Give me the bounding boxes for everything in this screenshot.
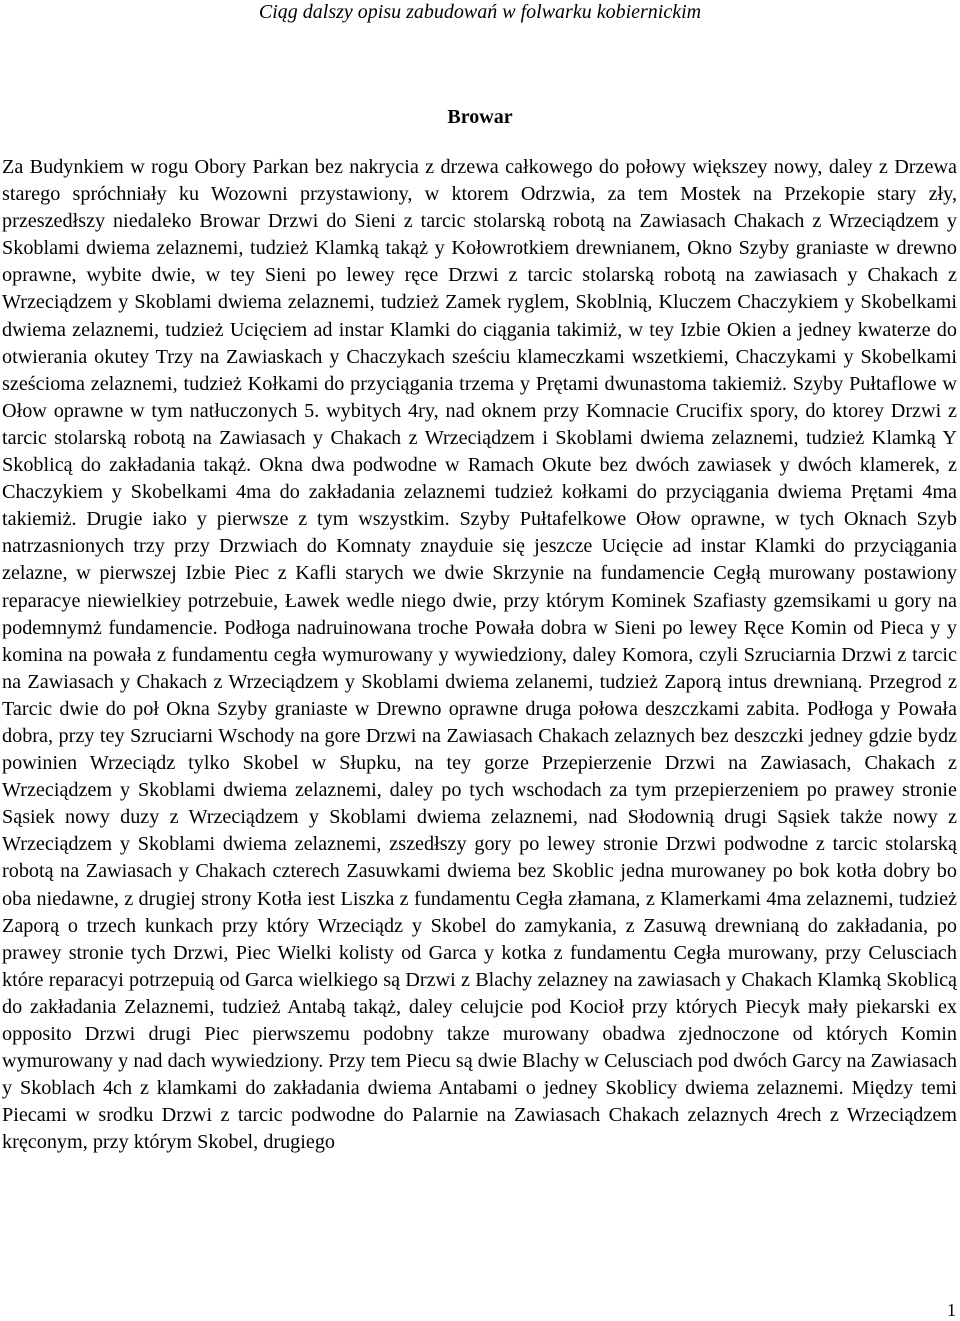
section-heading: Browar [447,106,513,128]
page-number: 1 [947,1300,956,1320]
page-title: Ciąg dalszy opisu zabudowań w folwarku kobiernickim [258,1,702,23]
body-paragraph: Za Budynkiem w rogu Obory Parkan bez nakrycia z drzewa całkowego do połowy większey nowy, daley z Drzewa starego spróchniały ku Wozowni przystawiony, w ktorem Odrzwia, za tem Mostek na Przekopie stary zły, przeszedłszy niedaleko Browar Drzwi do Sieni z tarcic stolarską robotą na Zawiasach Chakach z Wrzeciądzem y Skoblami dwiema zelaznemi, tudzież Klamką takąż y Kołowrotkiem drewnianem, Okno Szyby graniaste w drewno oprawne, wybite dwie, w tey Sieni po lewey ręce Drzwi z tarcic stolarską robotą na zawiasach y Chakach z Wrzeciądzem y Skoblami dwiema zelaznemi, tudzież Zamek ryglem, Skoblnią, Kluczem Chaczykiem y Skobelkami dwiema zelaznemi, tudzież Ucięciem ad instar Klamki do ciągania takimiż, w tey Izbie Okien a jedney kwaterze do otwierania okutey Trzy na Zawiaskach y Chaczykach sześciu klameczkami wszetkiemi, Chaczykami y Skobelkami sześcioma zelaznemi, tudzież Kołkami do przyciągania trzema y Prętami dwunastoma takiemiż. Szyby Pułtaflowe w Ołow oprawne w tym natłuczonych 5. wybitych 4ry, nad oknem przy Komnacie Crucifix spory, do ktorey Drzwi z tarcic stolarską robotą na Zawiasach y Chakach z Wrzeciądzem i Skoblami dwiema zelaznemi, tudzież Klamką Y Skoblicą do zakładania takąż. Okna dwa podwodne w Ramach Okute bez dwóch zawiasek y dwóch klamerek, z Chaczykiem y Skobelkami 4ma do zakładania zelaznemi tudzież kołkami do przyciągania dwiema Prętami 4ma takiemiż. Drugie iako y pierwsze z tym wszystkim. Szyby Pułtafelkowe Ołow oprawne, w tych Oknach Szyb natrzasnionych trzy przy Drzwiach do Komnaty znayduie się jeszcze Ucięcie ad instar Klamki do przyciągania zelazne, w pierwszej Izbie Piec z Kafli starych we dwie Skrzynie na fundamencie Cegłą murowany postawiony reparacye niewielkiey potrzebuie, Ławek wedle niego dwie, przy którym Kominek Szafiasty gzemsikami u gory na podemnymż fundamencie. Podłoga nadruinowana troche Powała dobra w Sieni po lewey Ręce Komin od Pieca y y komina na powała z fundamentu cegła wymurowany y wywiedziony, daley Komora, czyli Szruciarnia Drzwi z tarcic na Zawiasach y Chakach z Wrzeciądzem y Skoblami dwiema zelanemi, tudzież Zaporą intus drewnianą. Przegrod z Tarcic dwie do poł Okna Szyby graniaste w Drewno oprawne druga połowa deszczkami zabita. Podłoga y Powała dobra, przy tey Szruciarni Wschody na gore Drzwi na Zawiasach Chakach zelaznych bez deszczki jedney gdzie bydz powinien Wrzeciądz tylko Skobel w Słupku, na tey gorze Przepierzenie Drzwi na Zawiasach, Chakach z Wrzeciądzem y Skoblami dwiema zelaznemi, daley po tych wschodach za tym przepierzeniem po prawey stronie Sąsiek nowy duzy z Wrzeciądzem y Skoblami dwiema zelaznemi, nad Słodownią drugi Sąsiek także nowy z Wrzeciądzem y Skoblami dwiema zelaznemi, zszedłszy gory po lewey stronie Drzwi podwodne z tarcic stolarską robotą na Zawiasach y Chakach czterech Zasuwkami dwiema bez Skoblic jedna murowaney po bok kotła dobry bo oba niedawne, z drugiej strony Kotła iest Liszka z fundamentu Cegła złamana, z Klamerkami 4ma zelaznemi, tudzież Zaporą o trzech kunkach przy który Wrzeciądz y Skobel do zamykania, z Zasuwą drewnianą do zakładania, po prawey stronie tych Drzwi, Piec Wielki kolisty od Garca y kotka z fundamentu Cegła murowany, przy Celusciach które reparacyi potrzepuią od Garca wielkiego są Drzwi z Blachy zelazney na zawiasach y Chakach Klamką Skoblicą do zakładania Zelaznemi, tudzież Antabą takąż, daley celujcie pod Kocioł przy których Piecyk mały piekarski ex opposito Drzwi drugi Piec pierwszemu podobny takze murowany obadwa zjednoczone od których Komin wymurowany y nad dach wywiedziony. Przy tem Piecu są dwie Blachy w Celusciach pod dwóch Garcy na Zawiasach y Skoblach 4ch z klamkami do zakładania dwiema Antabami o jedney Skoblicy dwiema zelaznemi. Między temi Piecami w srodku Drzwi z tarcic podwodne do Palarnie na Zawiasach Chakach zelaznych 4rech z Wrzeciądzem kręconym, przy którym Skobel, drugiego [2,156,957,1154]
